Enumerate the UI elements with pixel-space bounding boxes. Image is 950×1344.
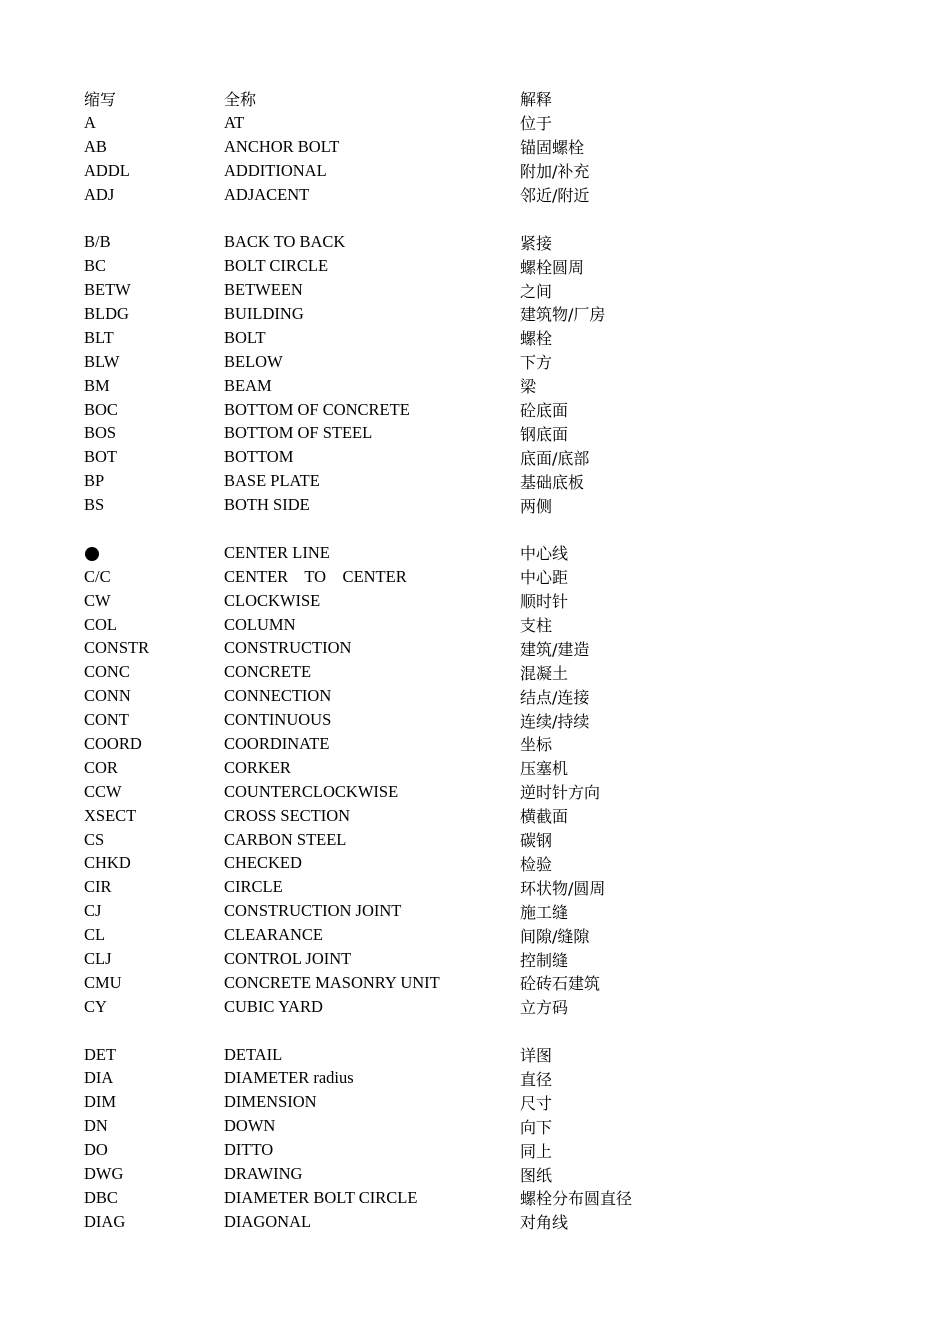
description-cell: 坐标	[520, 735, 553, 755]
table-row	[84, 565, 904, 589]
table-row	[84, 828, 904, 852]
description-cell: 钢底面	[520, 424, 569, 444]
description-cell: 控制缝	[520, 950, 569, 970]
table-row	[84, 947, 904, 971]
description-cell: 混凝土	[520, 663, 569, 683]
description-cell: 尺寸	[520, 1093, 553, 1113]
abbr-cell: BLW	[84, 351, 120, 371]
full-name-cell: DETAIL	[224, 1044, 283, 1064]
table-row	[84, 923, 904, 947]
table-row	[84, 278, 904, 302]
abbr-cell: BETW	[84, 280, 131, 300]
table-row	[84, 732, 904, 756]
full-name-cell: BOTH SIDE	[224, 495, 310, 515]
abbr-cell: CY	[84, 996, 107, 1016]
abbr-cell: AB	[84, 136, 107, 156]
description-cell: 直径	[520, 1069, 553, 1089]
table-row	[84, 756, 904, 780]
description-cell: 向下	[520, 1117, 553, 1137]
abbr-cell: BOT	[84, 447, 117, 467]
abbr-cell: CIR	[84, 877, 112, 897]
abbr-cell: COL	[84, 614, 117, 634]
description-cell: 对角线	[520, 1213, 569, 1233]
full-name-cell: BELOW	[224, 351, 283, 371]
description-cell: 同上	[520, 1141, 553, 1161]
table-row	[84, 469, 904, 493]
table-row	[84, 899, 904, 923]
table-row	[84, 971, 904, 995]
abbr-cell: DET	[84, 1044, 117, 1064]
full-name-cell: ADDITIONAL	[224, 160, 327, 180]
table-row	[84, 589, 904, 613]
abbr-cell: BC	[84, 256, 107, 276]
description-cell: 间隙/缝隙	[520, 926, 590, 946]
description-cell: 螺栓圆周	[520, 257, 585, 277]
full-name-cell: BEAM	[224, 375, 272, 395]
table-row	[84, 230, 904, 254]
abbr-cell: BLT	[84, 327, 114, 347]
abbr-cell: CJ	[84, 901, 102, 921]
table-row	[84, 995, 904, 1019]
abbr-cell: BS	[84, 495, 105, 515]
full-name-cell: CARBON STEEL	[224, 829, 347, 849]
description-cell: 之间	[520, 281, 553, 301]
abbr-cell: DIAG	[84, 1211, 126, 1231]
full-name-cell: COORDINATE	[224, 733, 330, 753]
description-cell: 压塞机	[520, 759, 569, 779]
centerline-bullet-icon	[85, 547, 99, 561]
group-spacer	[84, 1019, 904, 1043]
description-cell: 立方码	[520, 998, 569, 1018]
table-row	[84, 1210, 904, 1234]
full-name-cell: BOLT	[224, 327, 266, 347]
full-name-cell: CHECKED	[224, 853, 302, 873]
abbr-cell: DO	[84, 1140, 108, 1160]
abbr-cell: CW	[84, 590, 111, 610]
table-row	[84, 421, 904, 445]
table-row	[84, 135, 904, 159]
description-cell: 建筑物/厂房	[520, 305, 606, 325]
description-cell: 连续/持续	[520, 711, 590, 731]
abbr-cell: BOS	[84, 423, 117, 443]
description-cell: 邻近/附近	[520, 186, 590, 205]
full-name-cell: BUILDING	[224, 303, 304, 323]
description-cell: 位于	[520, 114, 553, 134]
description-cell: 下方	[520, 353, 553, 373]
full-name-cell: DRAWING	[224, 1164, 303, 1184]
table-row	[84, 613, 904, 637]
full-name-cell: BACK TO BACK	[224, 232, 346, 252]
table-row	[84, 183, 904, 207]
description-cell: 螺栓	[520, 329, 553, 349]
table-row	[84, 1186, 904, 1210]
full-name-cell: DIMENSION	[224, 1092, 317, 1112]
full-name-cell: ANCHOR BOLT	[224, 136, 340, 156]
abbr-cell: DN	[84, 1116, 108, 1136]
description-cell: 两侧	[520, 496, 553, 516]
full-name-cell: CLOCKWISE	[224, 590, 321, 610]
abbr-cell: COR	[84, 757, 118, 777]
full-name-cell: DIAMETER BOLT CIRCLE	[224, 1187, 418, 1207]
table-row	[84, 350, 904, 374]
table-row	[84, 1162, 904, 1186]
full-name-cell: BETWEEN	[224, 280, 303, 300]
table-row	[84, 1067, 904, 1091]
abbr-cell: CHKD	[84, 853, 131, 873]
description-cell: 碳钢	[520, 831, 553, 851]
table-row	[84, 326, 904, 350]
full-name-cell: BOTTOM OF CONCRETE	[224, 399, 410, 419]
table-row	[84, 493, 904, 517]
full-name-cell: CONCRETE	[224, 662, 312, 682]
table-row	[84, 254, 904, 278]
full-name-cell: BOTTOM OF STEEL	[224, 423, 373, 443]
table-row	[84, 374, 904, 398]
abbr-cell: ADJ	[84, 184, 115, 204]
table-row	[84, 445, 904, 469]
abbr-cell: BM	[84, 375, 110, 395]
table-row	[84, 398, 904, 422]
table-row	[84, 1043, 904, 1067]
description-cell: 支柱	[520, 616, 553, 636]
full-name-cell: DOWN	[224, 1116, 276, 1136]
header-desc: 解释	[520, 90, 553, 110]
table-row	[84, 1090, 904, 1114]
abbr-cell: CONN	[84, 686, 131, 706]
abbr-cell: CONC	[84, 662, 130, 682]
abbr-cell: CLJ	[84, 949, 112, 968]
abbr-cell: CONSTR	[84, 638, 150, 658]
full-name-cell: CORKER	[224, 757, 291, 777]
full-name-cell: DITTO	[224, 1140, 274, 1160]
table-row	[84, 684, 904, 708]
abbr-cell: CONT	[84, 710, 129, 730]
full-name-cell: DIAGONAL	[224, 1211, 312, 1231]
full-name-cell: AT	[224, 112, 245, 132]
group-spacer	[84, 206, 904, 230]
full-name-cell: CENTER LINE	[224, 542, 330, 562]
description-cell: 基础底板	[520, 472, 585, 492]
abbr-cell: COORD	[84, 733, 142, 753]
full-name-cell: COLUMN	[224, 614, 296, 634]
description-cell: 检验	[520, 854, 553, 874]
table-row	[84, 541, 904, 565]
full-name-cell: CROSS SECTION	[224, 805, 351, 825]
description-cell: 图纸	[520, 1165, 553, 1185]
abbr-cell: DIM	[84, 1092, 117, 1112]
description-cell: 建筑/建造	[520, 639, 590, 659]
abbr-cell: DIA	[84, 1068, 114, 1088]
abbr-cell: BOC	[84, 399, 118, 419]
full-name-cell: DIAMETER radius	[224, 1068, 354, 1088]
abbreviation-table	[84, 87, 904, 1234]
table-body	[84, 111, 904, 1234]
description-cell: 横截面	[520, 807, 569, 827]
table-row	[84, 852, 904, 876]
full-name-cell: CONTINUOUS	[224, 710, 332, 730]
table-row	[84, 804, 904, 828]
full-name-cell: CIRCLE	[224, 877, 283, 897]
description-cell: 中心距	[520, 568, 569, 588]
full-name-cell: CLEARANCE	[224, 925, 323, 945]
description-cell: 紧接	[520, 233, 553, 253]
table-row	[84, 708, 904, 732]
description-cell: 锚固螺栓	[520, 138, 585, 158]
table-row	[84, 111, 904, 135]
abbr-cell: BLDG	[84, 303, 129, 323]
abbr-cell: CMU	[84, 972, 122, 992]
full-name-cell: CONCRETE MASONRY UNIT	[224, 972, 440, 992]
full-name-cell: CONSTRUCTION	[224, 638, 352, 658]
description-cell: 梁	[520, 377, 537, 397]
table-row	[84, 159, 904, 183]
description-cell: 底面/底部	[520, 448, 590, 468]
description-cell: 结点/连接	[520, 687, 590, 707]
description-cell: 中心线	[520, 544, 569, 564]
table-row	[84, 302, 904, 326]
description-cell: 螺栓分布圆直径	[520, 1189, 633, 1209]
full-name-cell: CENTER TO CENTER	[224, 566, 407, 586]
table-row	[84, 1114, 904, 1138]
full-name-cell: CONNECTION	[224, 686, 332, 706]
full-name-cell: BASE PLATE	[224, 471, 320, 491]
abbr-cell: CCW	[84, 781, 122, 801]
full-name-cell: COUNTERCLOCKWISE	[224, 781, 399, 801]
table-row	[84, 636, 904, 660]
abbr-cell: B/B	[84, 232, 111, 252]
description-cell: 详图	[520, 1046, 553, 1066]
header-abbr: 缩写	[84, 90, 117, 110]
table-row	[84, 1138, 904, 1162]
description-cell: 砼砖石建筑	[520, 974, 601, 994]
full-name-cell: CONTROL JOINT	[224, 949, 352, 968]
abbr-cell: ADDL	[84, 160, 130, 180]
table-row	[84, 660, 904, 684]
full-name-cell: BOTTOM	[224, 447, 294, 467]
group-spacer	[84, 517, 904, 541]
abbr-cell: CS	[84, 829, 105, 849]
table-row	[84, 875, 904, 899]
abbr-cell: DWG	[84, 1164, 124, 1184]
abbr-cell: C/C	[84, 566, 111, 586]
table-row	[84, 780, 904, 804]
abbr-cell: DBC	[84, 1187, 118, 1207]
abbr-cell	[84, 543, 224, 563]
abbr-cell: A	[84, 112, 96, 132]
full-name-cell: ADJACENT	[224, 184, 310, 204]
description-cell: 砼底面	[520, 401, 569, 421]
description-cell: 附加/补充	[520, 162, 590, 182]
abbr-cell: BP	[84, 471, 105, 491]
abbr-cell: XSECT	[84, 805, 137, 825]
description-cell: 施工缝	[520, 902, 569, 922]
abbr-cell: CL	[84, 925, 106, 945]
full-name-cell: BOLT CIRCLE	[224, 256, 329, 276]
description-cell: 环状物/圆周	[520, 878, 606, 898]
description-cell: 顺时针	[520, 592, 569, 612]
full-name-cell: CONSTRUCTION JOINT	[224, 901, 402, 921]
description-cell: 逆时针方向	[520, 783, 601, 803]
full-name-cell: CUBIC YARD	[224, 996, 323, 1016]
header-full: 全称	[224, 90, 257, 110]
table-header	[84, 87, 904, 111]
